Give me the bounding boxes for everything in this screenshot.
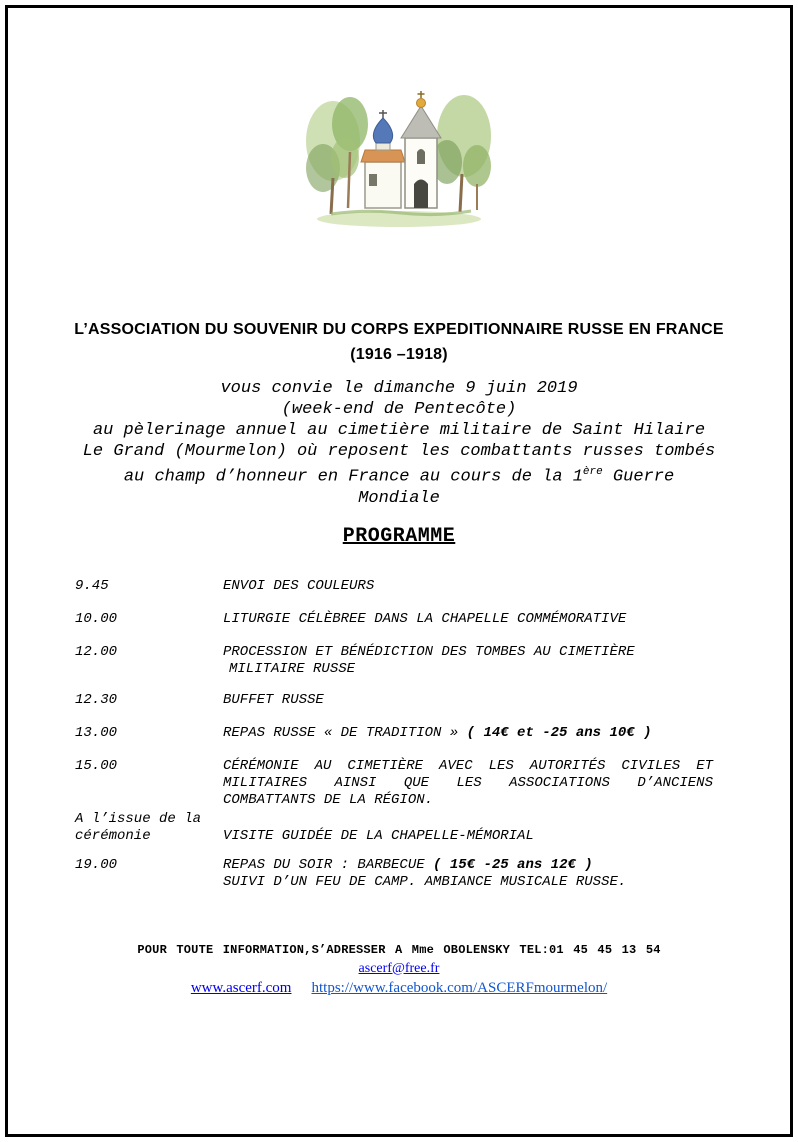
schedule-row	[75, 857, 750, 891]
association-title	[8, 317, 790, 367]
email-link[interactable]: ascerf@free.fr	[358, 960, 440, 976]
schedule-time: 15.00	[75, 757, 118, 774]
links-line	[8, 980, 790, 997]
title-line1: L’ASSOCIATION DU SOUVENIR DU CORPS EXPEDITIONNAIRE RUSSE EN FRANCE	[74, 321, 724, 338]
schedule-time: 10.00	[75, 610, 118, 627]
intro-line: Mondiale	[358, 488, 440, 508]
schedule-desc: REPAS RUSSE « DE TRADITION » ( 14€ et -25 ans 10€ )	[223, 724, 652, 741]
schedule-desc: LITURGIE CÉLÈBREE DANS LA CHAPELLE COMMÉMORATIVE	[223, 610, 627, 627]
schedule-row	[75, 811, 750, 845]
schedule-time: A l’issue de la cérémonie	[75, 810, 202, 844]
intro-line: au champ d’honneur en France au cours de la 1ère Guerre	[123, 466, 675, 487]
intro-line: (week-end de Pentecôte)	[281, 400, 517, 419]
title-line2: (1916 –1918)	[350, 346, 448, 363]
schedule-desc: VISITE GUIDÉE DE LA CHAPELLE-MÉMORIAL	[223, 827, 534, 844]
website-link[interactable]: www.ascerf.com	[190, 979, 292, 996]
schedule-time: 12.00	[75, 643, 118, 660]
price-text: ( 14€ et -25 ans 10€ )	[466, 724, 652, 741]
schedule-desc: CÉRÉMONIE AU CIMETIÈRE AVEC LES AUTORITÉS CIVILES ET MILITAIRES AINSI QUE LES ASSOCIATIONS D’ANCIENS COMBATTANTS DE LA RÉGION.	[223, 757, 713, 808]
programme-heading: PROGRAMME	[342, 524, 456, 548]
intro-text	[8, 378, 790, 509]
schedule-row	[75, 758, 750, 809]
russian-chapel-icon	[303, 86, 495, 234]
schedule-time: 9.45	[75, 577, 109, 594]
intro-line: Le Grand (Mourmelon) où reposent les combattants russes tombés	[82, 442, 716, 461]
church-illustration	[303, 86, 495, 239]
schedule-time: 19.00	[75, 856, 118, 873]
footer	[8, 943, 790, 997]
flyer-page	[5, 5, 793, 1137]
intro-line: vous convie le dimanche 9 juin 2019	[220, 379, 578, 398]
contact-info: POUR TOUTE INFORMATION,S’ADRESSER A Mme OBOLENSKY TEL:01 45 45 13 54	[137, 942, 661, 957]
schedule-time: 12.30	[75, 691, 118, 708]
schedule-desc: REPAS DU SOIR : BARBECUE ( 15€ -25 ans 12€ ) SUIVI D’UN FEU DE CAMP. AMBIANCE MUSICALE RUSSE.	[223, 856, 627, 890]
intro-line: au pèlerinage annuel au cimetière militaire de Saint Hilaire	[92, 421, 706, 440]
programme-schedule	[75, 578, 750, 891]
facebook-link[interactable]: https://www.facebook.com/ASCERFmourmelon/	[311, 979, 608, 996]
superscript-ere: ère	[582, 466, 603, 478]
schedule-time: 13.00	[75, 724, 118, 741]
schedule-row	[75, 578, 750, 595]
schedule-row	[75, 725, 750, 742]
schedule-desc: ENVOI DES COULEURS	[223, 577, 375, 594]
schedule-row	[75, 644, 750, 678]
schedule-row	[75, 611, 750, 628]
schedule-desc: PROCESSION ET BÉNÉDICTION DES TOMBES AU CIMETIÈRE MILITAIRE RUSSE	[223, 643, 635, 677]
schedule-row	[75, 692, 750, 709]
schedule-desc: BUFFET RUSSE	[223, 691, 324, 708]
price-text: ( 15€ -25 ans 12€ )	[433, 856, 593, 873]
email-line	[8, 961, 790, 977]
